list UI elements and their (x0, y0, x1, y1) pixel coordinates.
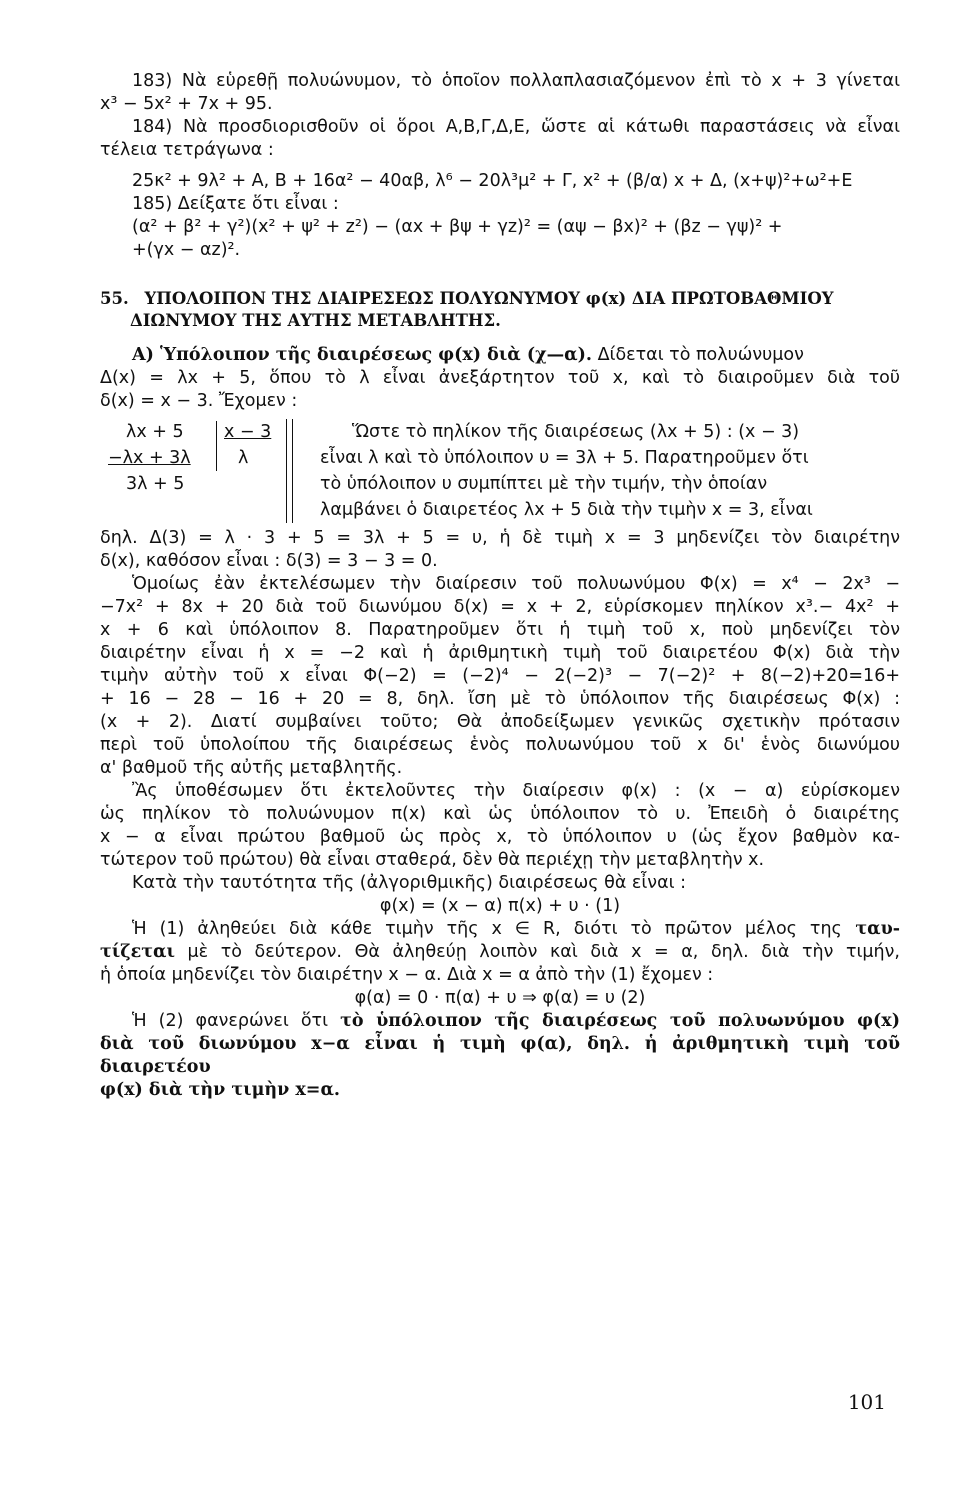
division-dividend: λx + 5 (126, 422, 184, 442)
side-text-line: τὸ ὑπόλοιπον υ συμπίπτει μὲ τὴν τιμήν, τὴν ὁποίαν (320, 474, 768, 494)
paragraph-5-line2-bold: τίζεται (100, 942, 175, 962)
paragraph-5-line3: ἡ ὁποία μηδενίζει τὸν διαιρέτην x − α. Διὰ x = α ἀπὸ τὴν (1) ἔχομεν : (100, 965, 714, 985)
paragraph-5-line1 (100, 918, 900, 941)
paragraph-3-line: Ἂς ὑποθέσωμεν ὅτι ἐκτελοῦντες τὴν διαίρεσιν φ(x) : (x − α) εὑρίσκομεν (132, 781, 900, 801)
paragraph-2-line: + 16 − 28 − 16 + 20 = 8, δηλ. ἴση μὲ τὸ ὑπόλοιπον τῆς διαιρέσεως Φ(x) : (100, 689, 900, 709)
side-text-line: Ὥστε τὸ πηλίκον τῆς διαιρέσεως (λx + 5) : (x − 3) (352, 422, 800, 442)
side-text-line: λαμβάνει ὁ διαιρετέος λx + 5 διὰ τὴν τιμὴν x = 3, εἶναι (320, 500, 813, 520)
part-a-intro-line2: Δ(x) = λx + 5, ὅπου τὸ λ εἶναι ἀνεξάρτητον τοῦ x, καὶ τὸ διαιροῦμεν διὰ τοῦ (100, 368, 900, 388)
part-a-intro-rest: Δίδεται τὸ πολυώνυμον (592, 345, 804, 365)
division-remainder: 3λ + 5 (126, 474, 185, 494)
paragraph-5-line1-bold: ταυ- (841, 919, 900, 939)
paragraph-2-line: (x + 2). Διατί συμβαίνει τοῦτο; Θὰ ἀποδείξωμεν γενικῶς σχετικὴν πρότασιν (100, 712, 900, 732)
division-bar (216, 421, 217, 471)
exercise-183-line1: 183) Νὰ εὑρεθῇ πολυώνυμον, τὸ ὁποῖον πολλαπλασιαζόμενον ἐπὶ τὸ x + 3 γίνεται (132, 71, 900, 91)
exercise-184-expressions: 25κ² + 9λ² + Α, Β + 16α² − 40αβ, λ⁶ − 20λ³μ² + Γ, x² + (β/α) x + Δ, (x+ψ)²+ω²+Ε (132, 171, 853, 191)
paragraph-4: Κατὰ τὴν ταυτότητα τῆς (ἀλγοριθμικῆς) διαιρέσεως θὰ εἶναι : (132, 873, 686, 893)
paragraph-3-line: x − α εἶναι πρώτου βαθμοῦ ὡς πρὸς x, τὸ ὑπόλοιπον υ (ὡς ἔχον βαθμὸν κα- (100, 827, 900, 847)
after-division-line2: δ(x), καθόσον εἶναι : δ(3) = 3 − 3 = 0. (100, 551, 438, 571)
section-title-line1: ΥΠΟΛΟΙΠΟΝ ΤΗΣ ΔΙΑΙΡΕΣΕΩΣ ΠΟΛΥΩΝΥΜΟΥ φ(x) ΔΙΑ ΠΡΩΤΟΒΑΘΜΙΟΥ (144, 289, 834, 308)
separator-bar-2 (292, 419, 293, 523)
paragraph-2-line: περὶ τοῦ ὑπολοίπου τῆς διαιρέσεως ἑνὸς πολυωνύμου τοῦ x δι' ἑνὸς διωνύμου (100, 735, 900, 755)
paragraph-6-line2: διὰ τοῦ διωνύμου x−α εἶναι ἡ τιμὴ φ(α), δηλ. ἡ ἀριθμητικὴ τιμὴ τοῦ διαιρετέου (100, 1034, 900, 1077)
paragraph-5-line2 (100, 941, 900, 964)
paragraph-6-line1-bold: τὸ ὑπόλοιπον τῆς διαιρέσεως τοῦ πολυωνύμου φ(x) (340, 1011, 900, 1031)
exercise-185-line3: +(γx − αz)². (132, 240, 241, 260)
division-divisor-wrap (224, 419, 271, 445)
paragraph-2-line: α' βαθμοῦ τῆς αὐτῆς μεταβλητῆς. (100, 758, 403, 778)
paragraph-6-line1 (100, 1010, 900, 1033)
division-divisor: x − 3 (224, 422, 272, 442)
equation-2: φ(α) = 0 · π(α) + υ ⇒ φ(α) = υ (2) (354, 988, 646, 1008)
exercise-183-line2: x³ − 5x² + 7x + 95. (100, 94, 273, 114)
paragraph-6-line1-text: Ἡ (2) φανερώνει ὅτι (132, 1011, 341, 1031)
part-a-intro-line3: δ(x) = x − 3. Ἔχομεν : (100, 391, 298, 411)
exercise-185-line2: (α² + β² + γ²)(x² + ψ² + z²) − (αx + βψ + γz)² = (αψ − βx)² + (βz − γψ)² + (132, 217, 783, 237)
section-heading (100, 288, 900, 332)
paragraph-3-line: ὡς πηλίκον τὸ πολυώνυμον π(x) καὶ ὡς ὑπόλοιπον τὸ υ. Ἐπειδὴ ὁ διαιρέτης (100, 804, 900, 824)
paragraph-2-line: τιμὴν αὐτὴν τοῦ x εἶναι Φ(−2) = (−2)⁴ − 2(−2)³ − 7(−2)² + 8(−2)+20=16+ (100, 666, 900, 686)
exercise-184-line1: 184) Νὰ προσδιορισθοῦν οἱ ὅροι Α,Β,Γ,Δ,Ε, ὥστε αἱ κάτωθι παραστάσεις νὰ εἶναι (132, 117, 900, 137)
paragraph-3-line: τώτερον τοῦ πρώτου) θὰ εἶναι σταθερά, δὲν θὰ περιέχῃ τὴν μεταβλητὴν x. (100, 850, 765, 870)
section-title-line2: ΔΙΩΝΥΜΟΥ ΤΗΣ ΑΥΤΗΣ ΜΕΤΑΒΛΗΤΗΣ. (130, 311, 501, 330)
paragraph-5-line1-text: Ἡ (1) ἀληθεύει διὰ κάθε τιμὴν τῆς x ∈ R, διότι τὸ πρῶτον μέλος της (132, 919, 842, 939)
equation-1: φ(x) = (x − α) π(x) + υ · (1) (379, 896, 621, 916)
paragraph-6-line3: φ(x) διὰ τὴν τιμὴν x=α. (100, 1080, 341, 1100)
division-quotient: λ (238, 448, 249, 468)
division-subtract: −λx + 3λ (108, 448, 191, 468)
paragraph-2-line: x + 6 καὶ ὑπόλοιπον 8. Παρατηροῦμεν ὅτι ἡ τιμὴ τοῦ x, ποὺ μηδενίζει τὸν (100, 620, 900, 640)
exercise-184-line2: τέλεια τετράγωνα : (100, 140, 274, 160)
exercise-185-line1: 185) Δείξατε ὅτι εἶναι : (132, 194, 339, 214)
division-explanation (320, 419, 900, 523)
part-a-heading: Α) Ὑπόλοιπον τῆς διαιρέσεως φ(x) διὰ (χ—α). (132, 345, 592, 365)
section-number: 55. (100, 289, 129, 308)
side-text-line: εἶναι λ καὶ τὸ ὑπόλοιπον υ = 3λ + 5. Παρατηροῦμεν ὅτι (320, 448, 809, 468)
page-number: 101 (847, 1390, 886, 1414)
separator-bar-1 (286, 419, 287, 523)
paragraph-2-line: διαιρέτην εἶναι ἡ x = −2 καὶ ἡ ἀριθμητικὴ τιμὴ τοῦ διαιρετέου Φ(x) διὰ τὴν (100, 643, 900, 663)
paragraph-5-line2-text: μὲ τὸ δεύτερον. Θὰ ἀληθεύῃ λοιπὸν καὶ διὰ x = α, δηλ. διὰ τὴν τιμήν, (174, 942, 900, 962)
paragraph-2-line: Ὁμοίως ἐὰν ἐκτελέσωμεν τὴν διαίρεσιν τοῦ πολυωνύμου Φ(x) = x⁴ − 2x³ − (132, 574, 900, 594)
long-division (100, 419, 320, 523)
part-a-intro-line1 (100, 344, 900, 367)
long-division-block (100, 419, 900, 523)
after-division-line1: δηλ. Δ(3) = λ · 3 + 5 = 3λ + 5 = υ, ἡ δὲ τιμὴ x = 3 μηδενίζει τὸν διαιρέτην (100, 528, 900, 548)
paragraph-2-line: −7x² + 8x + 20 διὰ τοῦ διωνύμου δ(x) = x + 2, εὑρίσκομεν πηλίκον x³.− 4x² + (100, 597, 900, 617)
